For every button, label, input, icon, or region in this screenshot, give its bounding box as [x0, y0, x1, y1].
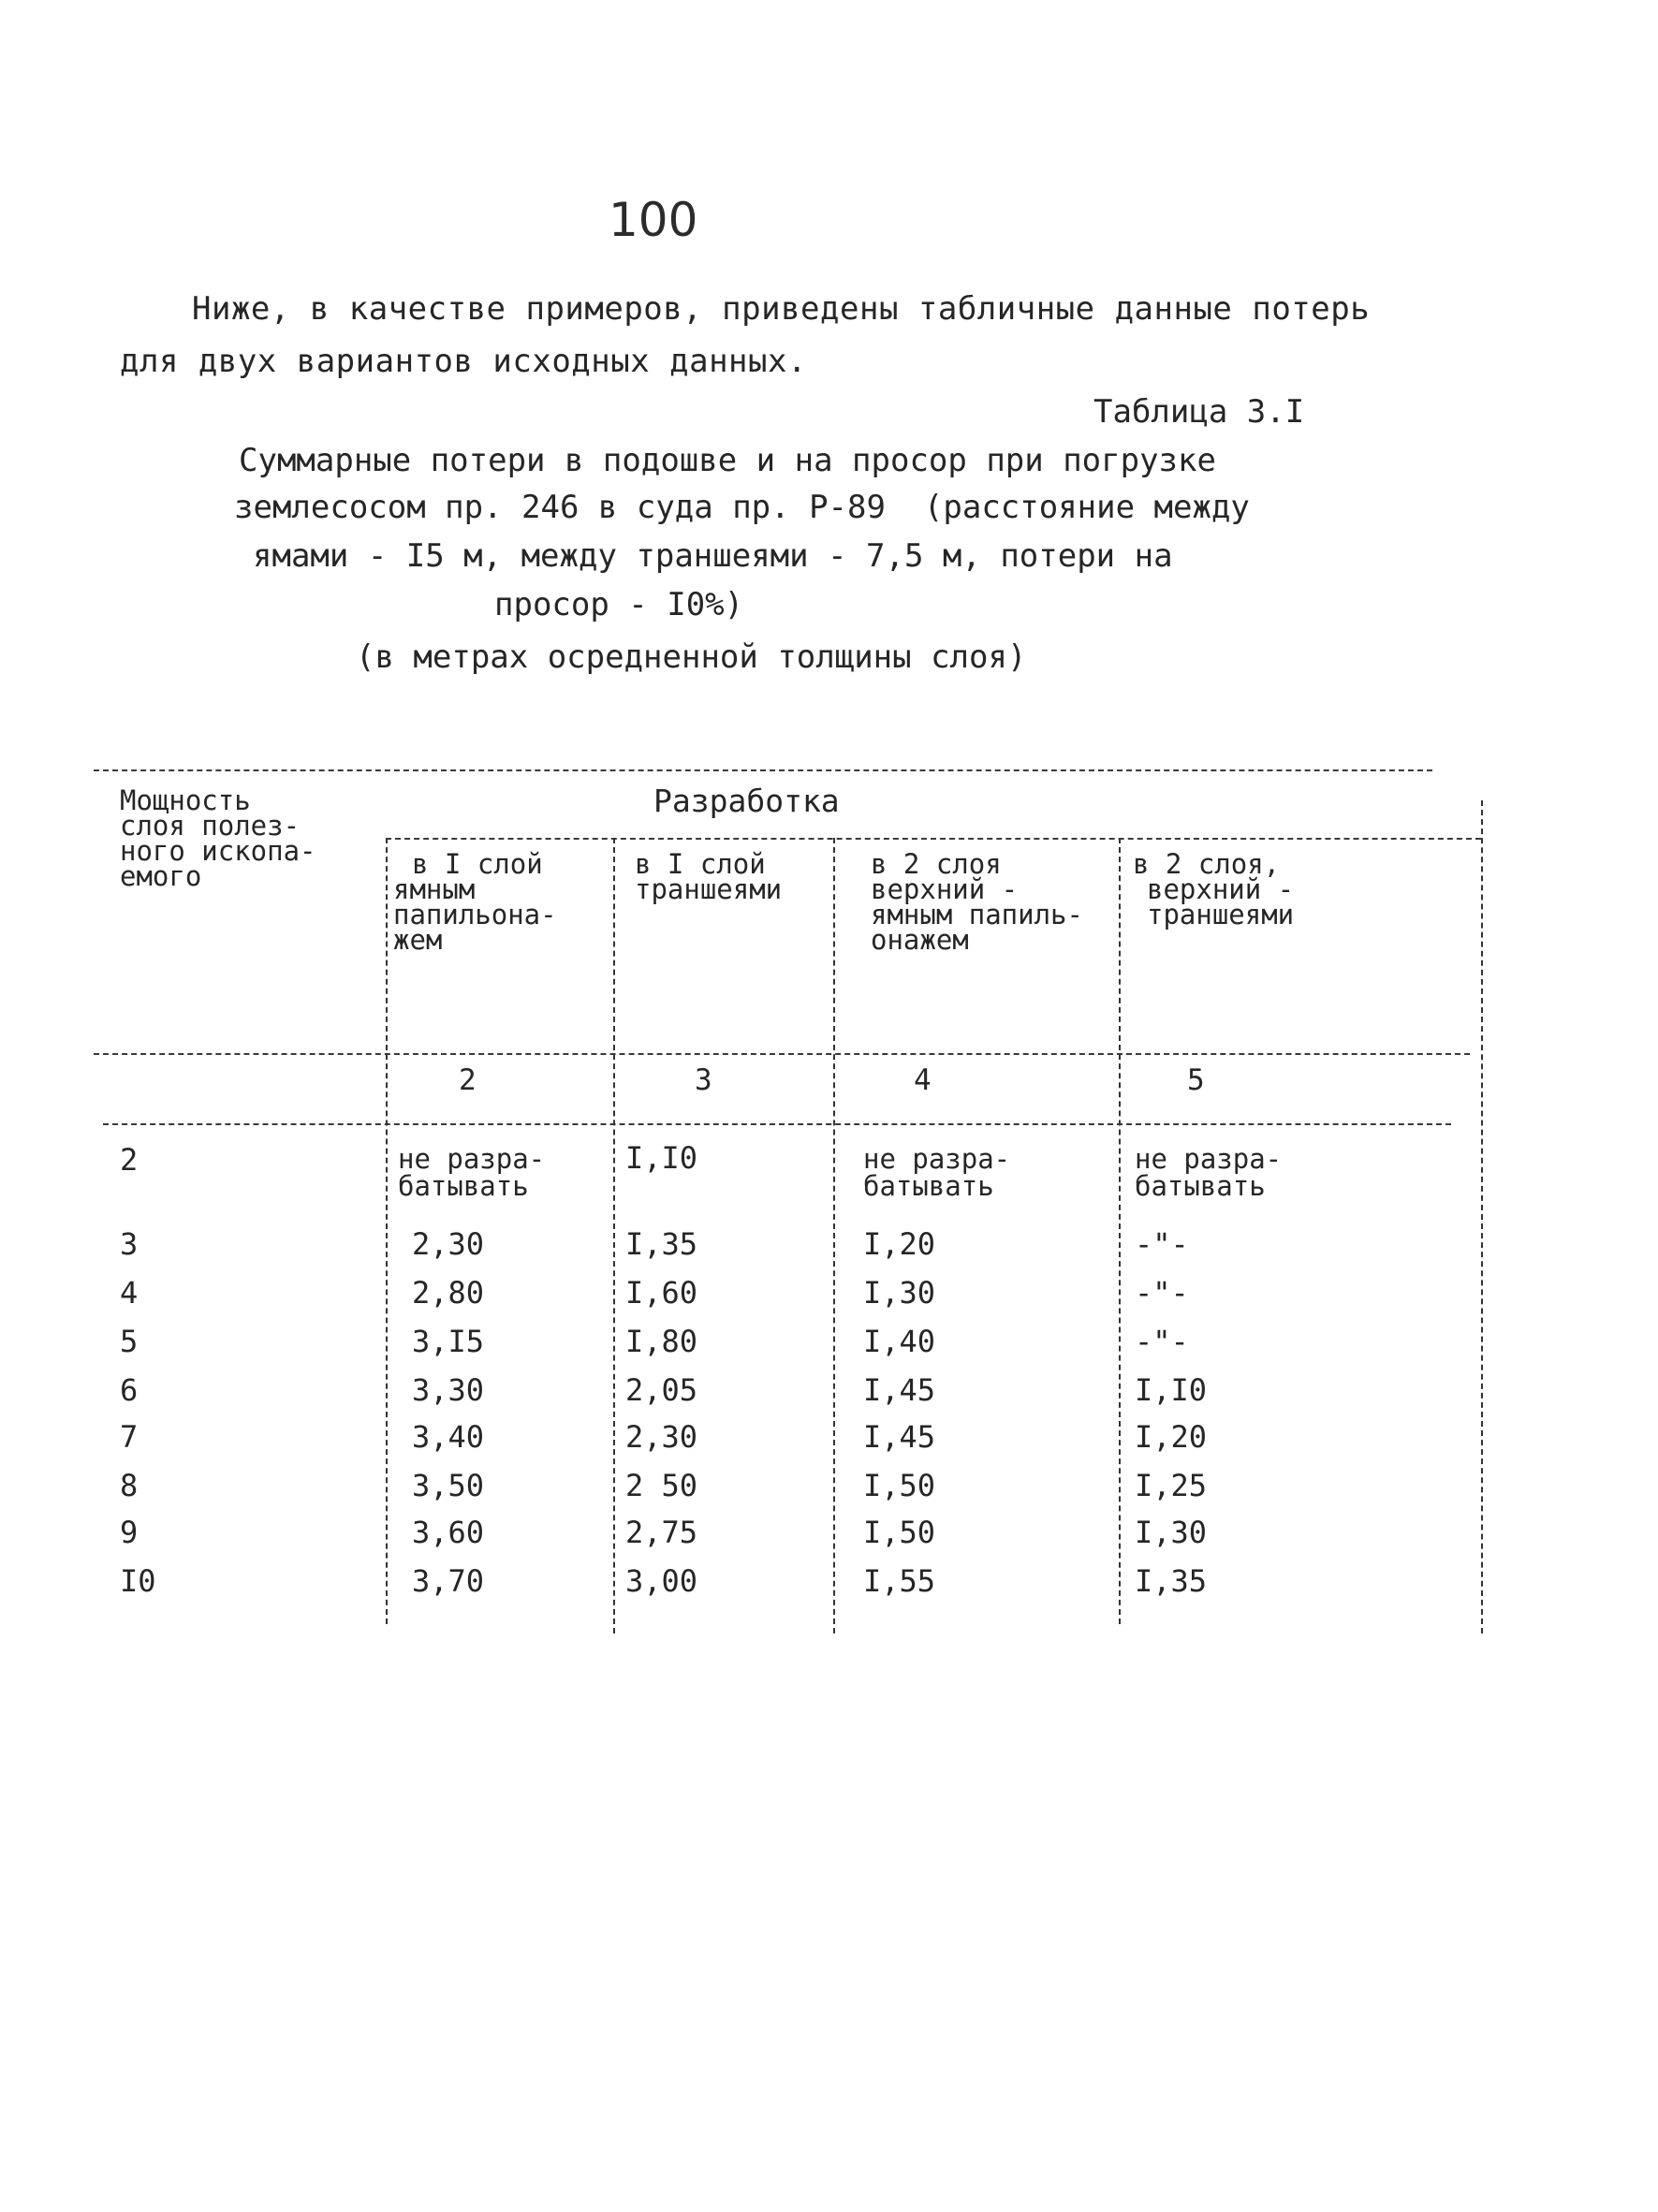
col-divider-2 [613, 838, 615, 1633]
col-number: 5 [1187, 1063, 1205, 1097]
cell-col5: -"- [1135, 1324, 1189, 1359]
cell-col4: батывать [863, 1170, 994, 1202]
numbers-bottom-rule [103, 1123, 1451, 1125]
page-number: 100 [609, 193, 698, 247]
cell-col2: батывать [398, 1170, 529, 1202]
cell-col3: I,I0 [625, 1140, 698, 1176]
cell-col2: 3,30 [412, 1372, 485, 1408]
col-divider-4 [1119, 838, 1121, 1624]
cell-col3: 2,75 [625, 1515, 698, 1550]
col-number: 2 [459, 1063, 477, 1097]
cell-col2: 3,70 [412, 1563, 485, 1599]
cell-col5: I,I0 [1135, 1372, 1208, 1408]
col-number: 3 [695, 1063, 712, 1097]
cell-col5: -"- [1135, 1275, 1189, 1311]
col4-header-line: ямным папиль- [871, 899, 1083, 930]
caption-line-1: Суммарные потери в подошве и на просор при погрузке [239, 442, 1216, 479]
cell-col4: I,30 [863, 1275, 936, 1311]
cell-thickness: 3 [120, 1226, 139, 1262]
cell-col5: I,35 [1135, 1563, 1208, 1599]
cell-col4: I,45 [863, 1419, 936, 1455]
col1-header-line: емого [120, 860, 202, 892]
col4-header-line: верхний - [871, 873, 1019, 905]
cell-col3: 2 50 [625, 1468, 698, 1503]
cell-thickness: 5 [120, 1324, 139, 1359]
col3-header-line: в I слой [635, 848, 766, 880]
cell-col3: 3,00 [625, 1563, 698, 1599]
caption-line-3: ямами - I5 м, между траншеями - 7,5 м, потери на [253, 537, 1173, 575]
cell-col4: I,20 [863, 1226, 936, 1262]
cell-col4: I,45 [863, 1372, 936, 1408]
cell-col4: I,50 [863, 1515, 936, 1550]
group-header-rule [386, 838, 1481, 840]
cell-col5: I,20 [1135, 1419, 1208, 1455]
col5-header-line: траншеями [1147, 899, 1295, 930]
cell-col4: I,40 [863, 1324, 936, 1359]
col-divider-3 [833, 838, 835, 1633]
cell-col5: I,25 [1135, 1468, 1208, 1503]
cell-col4: I,50 [863, 1468, 936, 1503]
intro-line-1: Ниже, в качестве примеров, приведены табличные данные потерь [192, 290, 1371, 328]
cell-col5: батывать [1135, 1170, 1266, 1202]
caption-line-2: землесосом пр. 246 в суда пр. Р-89 (расстояние между [234, 489, 1250, 526]
cell-col2: 3,60 [412, 1515, 485, 1550]
cell-col3: 2,30 [625, 1419, 698, 1455]
col2-header-line: жем [393, 924, 443, 956]
cell-thickness: 4 [120, 1275, 139, 1311]
cell-thickness: 2 [120, 1142, 139, 1178]
table-right-border [1481, 800, 1483, 1633]
col1-header-line: слоя полез- [120, 810, 301, 842]
header-bottom-rule [94, 1053, 1470, 1055]
col4-header-line: онажем [871, 924, 969, 956]
cell-thickness: 6 [120, 1372, 139, 1408]
cell-col3: 2,05 [625, 1372, 698, 1408]
group-header-razrabotka: Разработка [653, 783, 840, 819]
col2-header-line: папильона- [393, 899, 557, 930]
col5-header-line: верхний - [1147, 873, 1295, 905]
cell-col2: 2,80 [412, 1275, 485, 1311]
table-top-rule [94, 769, 1432, 771]
cell-col2: 3,40 [412, 1419, 485, 1455]
caption-line-4: просор - I0%) [494, 586, 744, 623]
col-number: 4 [914, 1063, 932, 1097]
cell-col2: не разра- [398, 1143, 546, 1175]
cell-col3: I,80 [625, 1324, 698, 1359]
cell-col2: 3,50 [412, 1468, 485, 1503]
cell-col5: I,30 [1135, 1515, 1208, 1550]
cell-thickness: I0 [120, 1563, 156, 1599]
caption-line-5: (в метрах осредненной толщины слоя) [356, 638, 1027, 676]
col2-header-line: ямным [393, 873, 476, 905]
col-divider-1 [386, 838, 388, 1624]
cell-thickness: 7 [120, 1419, 139, 1455]
cell-col4: I,55 [863, 1563, 936, 1599]
cell-col5: не разра- [1135, 1143, 1283, 1175]
col4-header-line: в 2 слоя [871, 848, 1002, 880]
cell-col2: 2,30 [412, 1226, 485, 1262]
cell-col3: I,35 [625, 1226, 698, 1262]
intro-line-2: для двух вариантов исходных данных. [120, 343, 807, 380]
col3-header-line: траншеями [635, 873, 783, 905]
cell-col4: не разра- [863, 1143, 1011, 1175]
col5-header-line: в 2 слоя, [1133, 848, 1281, 880]
col1-header-line: Мощность [120, 784, 251, 816]
col2-header-line: в I слой [412, 848, 543, 880]
cell-thickness: 8 [120, 1468, 139, 1503]
table-label: Таблица 3.I [1093, 393, 1305, 431]
cell-col2: 3,I5 [412, 1324, 485, 1359]
cell-col5: -"- [1135, 1226, 1189, 1262]
cell-thickness: 9 [120, 1515, 139, 1550]
cell-col3: I,60 [625, 1275, 698, 1311]
col1-header-line: ного ископа- [120, 835, 316, 867]
